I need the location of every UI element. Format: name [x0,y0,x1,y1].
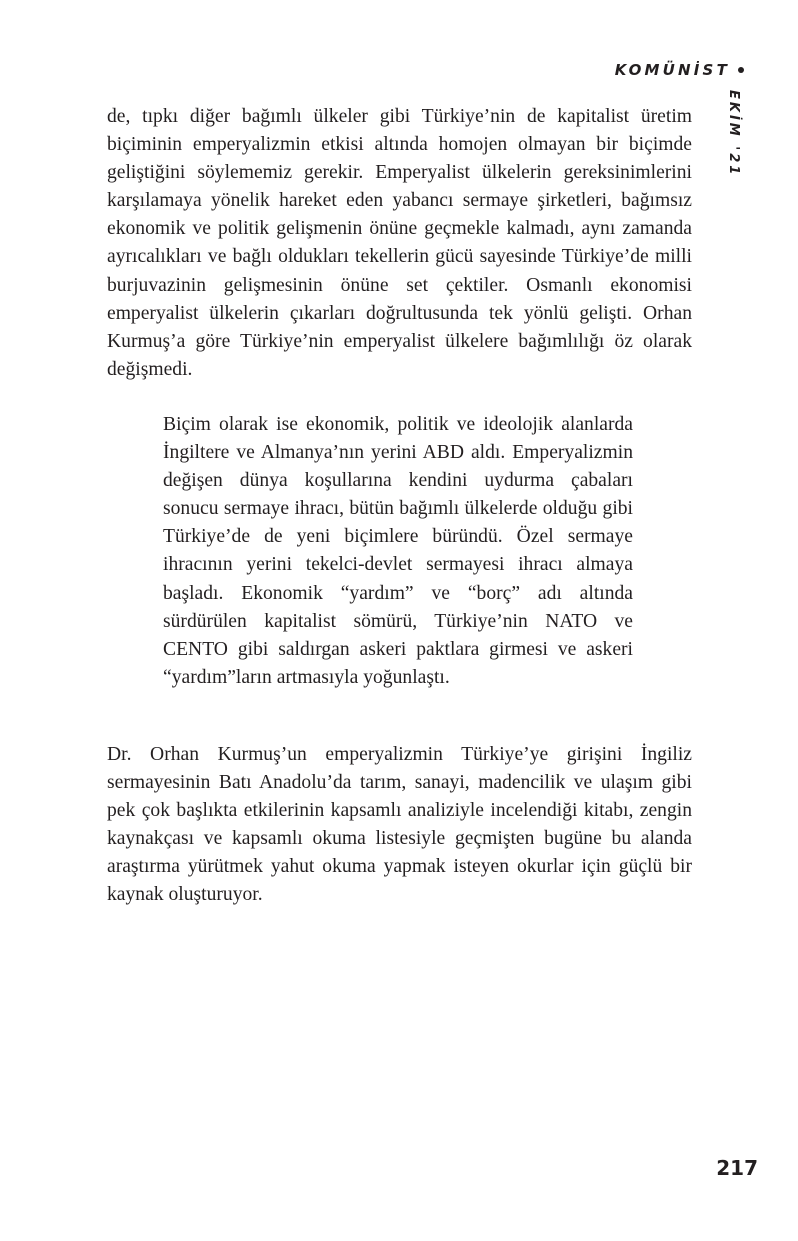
body-paragraph [107,103,692,384]
page-number: 217 [716,1156,758,1180]
bullet-icon [738,67,744,73]
magazine-title: KOMÜNİST [614,61,730,79]
issue-tag: EKİM '21 [726,90,741,178]
paragraph-text: Dr. Orhan Kurmuş’un emperyalizmin Türkiye’ye girişini İngiliz sermayesinin Batı Anadolu’da tarım, sanayi, madencilik ve ulaşım gibi pek çok başlıkta etkilerinin kapsamlı analiziyle incelendiği kitabı, zengin kaynakçası ve kapsamlı okuma listesiyle geçmişten bugüne bu alanda araştırma yürütmek yahut okuma yapmak isteyen okurlar için güçlü bir kaynak oluşturuyor. [107,744,692,906]
quote-text: Biçim olarak ise ekonomik, politik ve ideolojik alanlarda İngiltere ve Almanya’nın yerini ABD aldı. Emperyalizmin değişen dünya koşullarına kendini uydurma çabaları sonucu sermaye ihracı, bütün bağımlı ülkelerde olduğu gibi Türkiye’de de yeni biçimlere büründü. Özel sermaye ihracının yerini tekelci-devlet sermayesi ihracı almaya başladı. Ekonomik “yardım” ve “borç” adı altında sürdürülen kapitalist sömürü, Türkiye’nin NATO ve CENTO gibi saldırgan askeri paktlara girmesi ve askeri “yardım”ların artmasıyla yoğunlaştı. [163,414,633,688]
body-paragraph [107,741,692,910]
block-quote [163,411,633,692]
running-head [615,61,744,79]
paragraph-text: de, tıpkı diğer bağımlı ülkeler gibi Türkiye’nin de kapitalist üretim biçiminin emperyalizmin etkisi altında homojen olmayan bir biçimde geliştiğini söylememiz gerekir. Emperyalist ülkelerin gereksinimlerini karşılamaya yönelik hareket eden yabancı sermaye şirketleri, bağımsız ekonomik ve politik gelişmenin önüne geçmekle kalmadı, aynı zamanda ayrıcalıkları ve bağlı oldukları tekellerin gücü sayesinde Türkiye’de milli burjuvazinin gelişmesinin önüne set çektiler. Osmanlı ekonomisi emperyalist ülkelerin çıkarları doğrultusunda tek yönlü gelişti. Orhan Kurmuş’a göre Türkiye’nin emperyalist ülkelere bağımlılığı öz olarak değişmedi. [107,106,692,380]
